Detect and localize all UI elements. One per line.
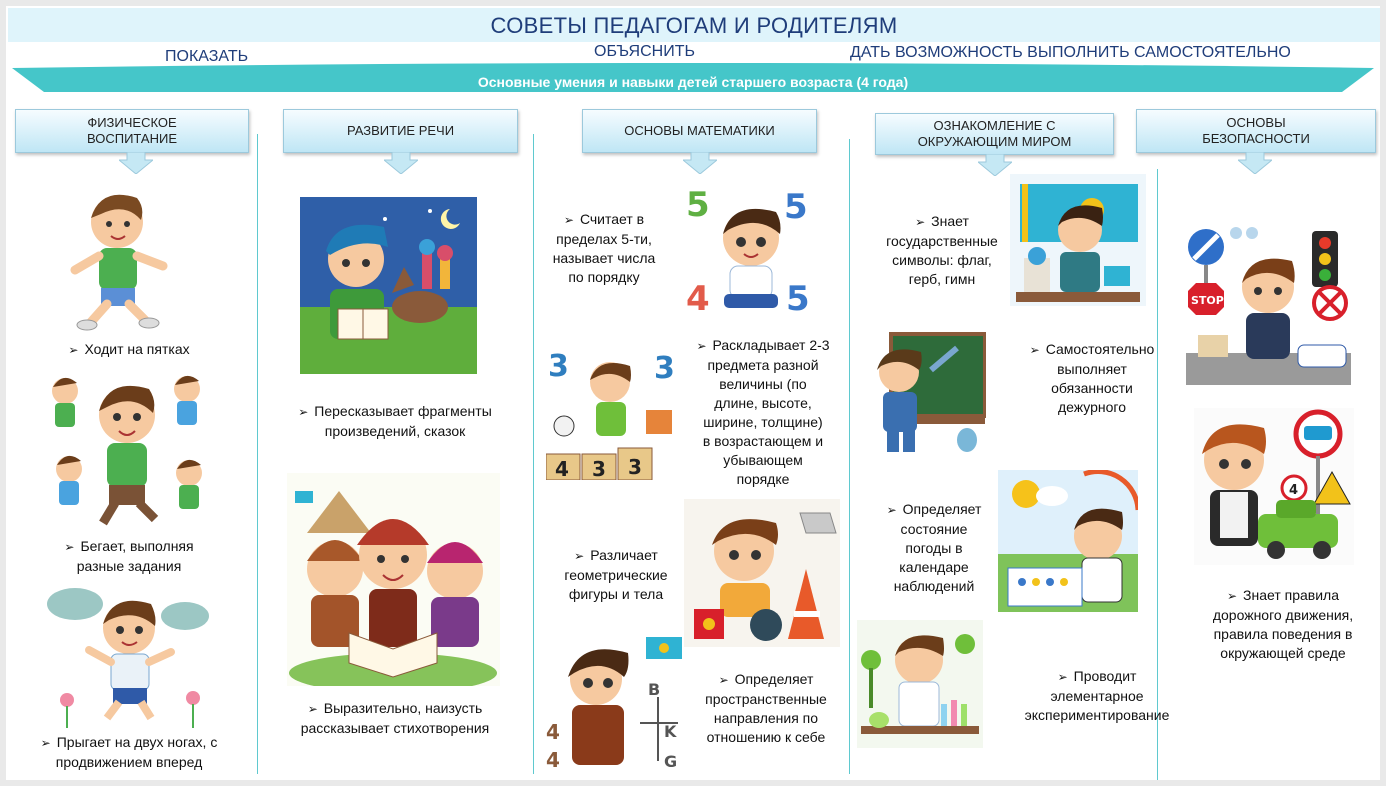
number-glyph: 3 (654, 351, 675, 386)
arrow-down-icon (384, 152, 418, 174)
skill-duty-responsibilities: ➢ Самостоятельно выполняет обязанности дежурного (1029, 341, 1155, 415)
illustration-boy-flag (1010, 174, 1146, 306)
illustration-boy-reading-horse (300, 197, 477, 374)
banner (12, 62, 1374, 92)
header-physical-education: ФИЗИЧЕСКОЕ ВОСПИТАНИЕ (15, 109, 249, 153)
number-glyph: 4 (555, 457, 569, 480)
number-glyph: 3 (592, 457, 606, 480)
arrow-down-icon (119, 152, 153, 174)
column-divider (257, 134, 258, 774)
number-glyph: 4 (1289, 483, 1299, 498)
arrow-down-icon (1238, 152, 1272, 174)
illustration-boy-on-duty (861, 330, 986, 455)
letter-glyph: G (664, 752, 678, 771)
skill-jumps-forward: ➢ Прыгает на двух ногах, с продвижением вперед (40, 734, 218, 770)
header-safety: ОСНОВЫ БЕЗОПАСНОСТИ (1136, 109, 1376, 153)
step-show: ПОКАЗАТЬ (165, 48, 249, 65)
skill-state-symbols: ➢ Знает государственные символы: флаг, герб, гимн (886, 213, 998, 287)
column-divider (849, 139, 850, 774)
skill-weather-calendar: ➢ Определяет состояние погоды в календаре наблюдений (886, 501, 982, 594)
skill-runs-with-tasks: ➢ Бегает, выполняя разные задания (64, 538, 194, 574)
illustration-boy-sorting-sizes (546, 346, 680, 480)
illustration-boy-road-signs (1186, 227, 1351, 385)
skill-walks-on-heels: ➢ Ходит на пятках (68, 341, 190, 357)
illustration-boy-running (45, 369, 207, 527)
arrow-down-icon (978, 154, 1012, 176)
skill-retells-fragments: ➢ Пересказывает фрагменты произведений, сказок (298, 403, 492, 439)
header-world-around: ОЗНАКОМЛЕНИЕ С ОКРУЖАЮЩИМ МИРОМ (875, 113, 1114, 155)
illustration-children-reading-book (287, 473, 500, 686)
arrow-down-icon (683, 152, 717, 174)
title-bar (8, 8, 1380, 42)
page-title: СОВЕТЫ ПЕДАГОГАМ И РОДИТЕЛЯМ (490, 13, 898, 38)
illustration-boy-directions (544, 633, 686, 773)
number-glyph: 3 (628, 455, 642, 479)
number-glyph: 3 (548, 349, 569, 384)
skill-experimenting: ➢ Проводит элементарное экспериментирование (1024, 668, 1170, 723)
banner-text: Основные умения и навыки детей старшего возраста (4 года) (477, 74, 909, 90)
skill-spatial-directions: ➢ Определяет пространственные направления по отношению к себе (705, 671, 827, 745)
illustration-boy-geometric-shapes (684, 499, 840, 647)
illustration-boy-traffic-rules (1194, 408, 1354, 565)
illustration-boy-numbers (684, 182, 818, 316)
header-speech-development: РАЗВИТИЕ РЕЧИ (283, 109, 518, 153)
step-explain: ОБЪЯСНИТЬ (594, 43, 695, 60)
step-independent: ДАТЬ ВОЗМОЖНОСТЬ ВЫПОЛНИТЬ САМОСТОЯТЕЛЬНО (850, 44, 1291, 61)
slide (6, 6, 1380, 780)
letter-glyph: K (664, 722, 677, 741)
skill-arranges-by-size: ➢ Раскладывает 2-3 предмета разной величины (по длине, высоте, ширине, толщине) в возрастающем и убывающем порядке (696, 337, 830, 487)
illustration-boy-weather (998, 470, 1138, 612)
number-glyph: 5 (786, 279, 810, 316)
stop-sign-text: STOP (1191, 294, 1224, 307)
skill-traffic-rules: ➢ Знает правила дорожного движения, правила поведения в окружающей среде (1212, 587, 1354, 661)
letter-glyph: B (648, 680, 661, 699)
illustration-boy-experiment (857, 620, 983, 748)
number-glyph: 5 (686, 185, 710, 225)
number-glyph: 4 (686, 279, 710, 316)
illustration-boy-jumping (45, 582, 211, 730)
skill-recites-poems: ➢ Выразительно, наизусть рассказывает стихотворения (300, 700, 490, 736)
number-glyph: 5 (784, 187, 808, 227)
skill-counts-to-five: ➢ Считает в пределах 5-ти, называет числа по порядку (552, 211, 656, 285)
number-glyph: 4 (546, 748, 560, 772)
number-glyph: 4 (546, 720, 560, 744)
header-mathematics: ОСНОВЫ МАТЕМАТИКИ (582, 109, 817, 153)
illustration-boy-walking (41, 180, 196, 335)
skill-distinguishes-shapes: ➢ Различает геометрические фигуры и тела (564, 547, 668, 602)
